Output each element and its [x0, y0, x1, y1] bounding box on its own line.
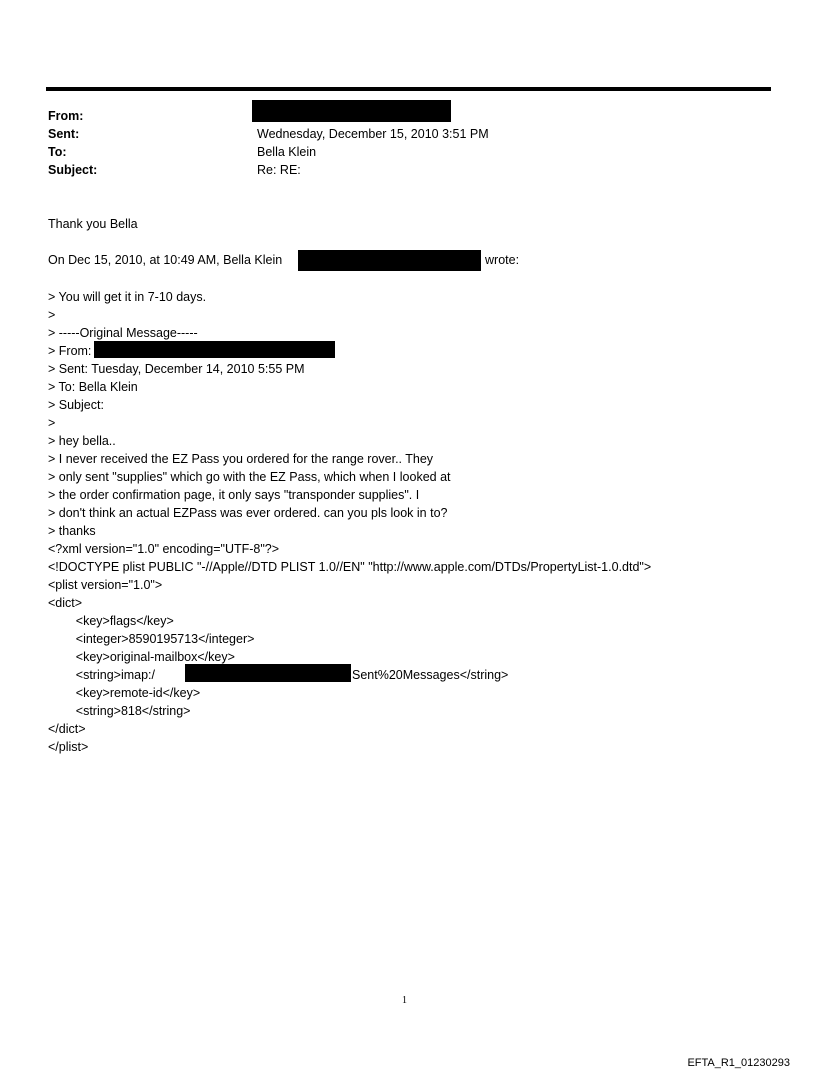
to-value: Bella Klein	[257, 145, 317, 159]
xml-line: <string>imap:/	[48, 668, 155, 682]
quoted-line: > Sent: Tuesday, December 14, 2010 5:55 PM	[48, 362, 305, 376]
xml-line: <?xml version="1.0" encoding="UTF-8"?>	[48, 542, 280, 556]
xml-line: Sent%20Messages</string>	[352, 668, 509, 682]
quoted-line: > To: Bella Klein	[48, 380, 138, 394]
quoted-line: > You will get it in 7-10 days.	[48, 290, 207, 304]
quoted-line: >	[48, 416, 56, 430]
header-rule	[46, 87, 771, 91]
reply-intro-pre: On Dec 15, 2010, at 10:49 AM, Bella Klein	[48, 253, 283, 267]
xml-line: <key>remote-id</key>	[48, 686, 201, 700]
xml-line: <!DOCTYPE plist PUBLIC "-//Apple//DTD PLIST 1.0//EN" "http://www.apple.com/DTDs/PropertyList-1.0.dtd">	[48, 560, 652, 574]
redaction-from	[252, 100, 451, 122]
quoted-line: > Subject:	[48, 398, 104, 412]
from-label: From:	[48, 109, 84, 123]
xml-line: <integer>8590195713</integer>	[48, 632, 255, 646]
xml-line: <string>818</string>	[48, 704, 191, 718]
redaction-imap	[185, 664, 351, 682]
xml-line: <key>flags</key>	[48, 614, 174, 628]
redaction-reply-email	[298, 250, 481, 271]
reply-intro-post: wrote:	[485, 253, 520, 267]
page-number: 1	[402, 995, 407, 1006]
xml-line: <dict>	[48, 596, 83, 610]
quoted-line: > thanks	[48, 524, 96, 538]
quoted-line: >	[48, 308, 56, 322]
sent-label: Sent:	[48, 127, 80, 141]
quoted-line: > the order confirmation page, it only says "transponder supplies". I	[48, 488, 420, 502]
greeting: Thank you Bella	[48, 217, 138, 231]
redaction-orig-from	[94, 341, 335, 358]
xml-line: <key>original-mailbox</key>	[48, 650, 235, 664]
quoted-line: > only sent "supplies" which go with the EZ Pass, which when I looked at	[48, 470, 451, 484]
subject-label: Subject:	[48, 163, 98, 177]
quoted-line: > From:	[48, 344, 92, 358]
quoted-line: > -----Original Message-----	[48, 326, 198, 340]
sent-value: Wednesday, December 15, 2010 3:51 PM	[257, 127, 489, 141]
quoted-line: > hey bella..	[48, 434, 116, 448]
quoted-line: > don't think an actual EZPass was ever ordered. can you pls look in to?	[48, 506, 448, 520]
to-label: To:	[48, 145, 67, 159]
xml-line: </plist>	[48, 740, 89, 754]
bates-number: EFTA_R1_01230293	[687, 1057, 790, 1069]
subject-value: Re: RE:	[257, 163, 301, 177]
xml-line: </dict>	[48, 722, 86, 736]
xml-line: <plist version="1.0">	[48, 578, 163, 592]
quoted-line: > I never received the EZ Pass you ordered for the range rover.. They	[48, 452, 434, 466]
